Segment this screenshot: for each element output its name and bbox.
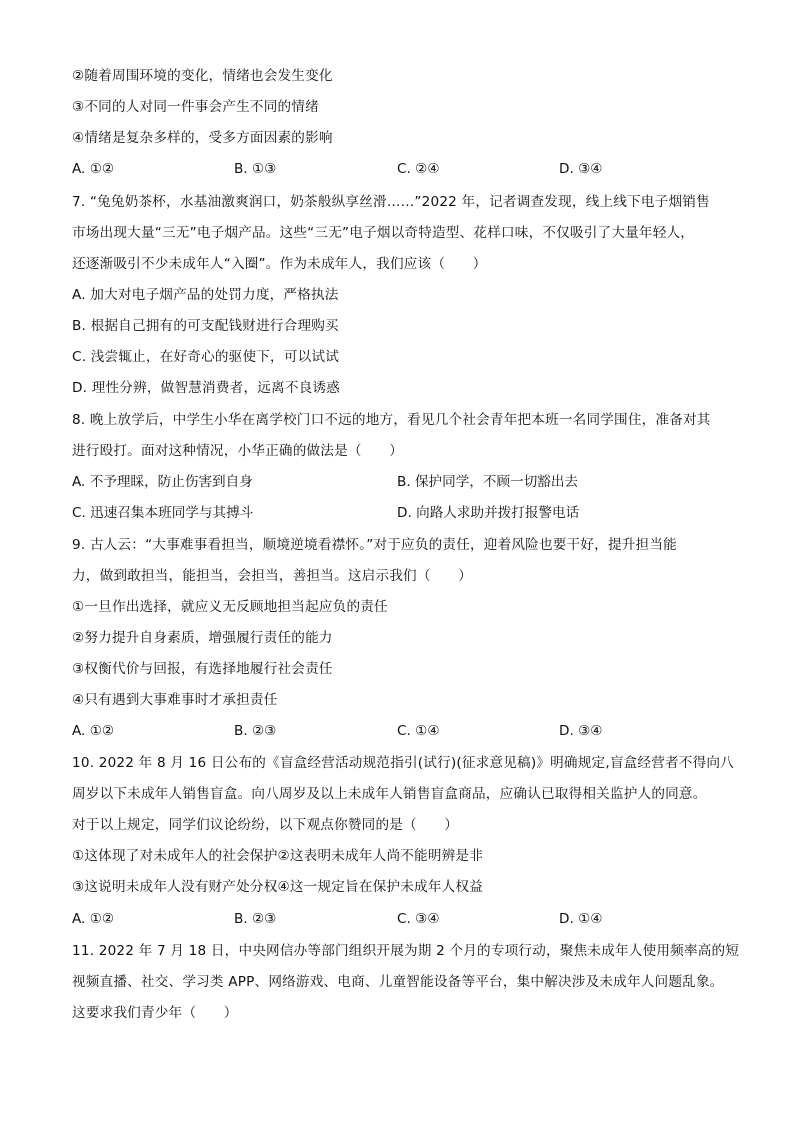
q10-item-row-1: ①这体现了对未成年人的社会保护②这表明未成年人尚不能明辨是非 — [72, 848, 483, 864]
q8-options-row-1 — [72, 473, 732, 491]
q6-option-a: A. ①② — [72, 161, 115, 177]
q8-options-row-2 — [72, 504, 732, 522]
q10-item-row-2: ③这说明未成年人没有财产处分权④这一规定旨在保护未成年人权益 — [72, 879, 483, 895]
q8-option-a: A. 不予理睬，防止伤害到自身 — [72, 474, 253, 490]
q10-stem-line-2: 周岁以下未成年人销售盲盒。向八周岁及以上未成年人销售盲盒商品，应确认已取得相关监护人的同意。 — [72, 786, 707, 802]
q11-stem-line-1: 11. 2022 年 7 月 18 日，中央网信办等部门组织开展为期 2 个月的专项行动，聚焦未成年人使用频率高的短 — [72, 943, 740, 959]
q8-stem-line-2: 进行殴打。面对这种情况，小华正确的做法是（ ） — [72, 443, 404, 459]
q10-option-b: B. ②③ — [234, 911, 277, 927]
q9-item-1: ①一旦作出选择，就应义无反顾地担当起应负的责任 — [72, 599, 388, 615]
q8-option-b: B. 保护同学，不顾一切豁出去 — [397, 474, 579, 490]
q6-options — [72, 160, 732, 178]
q7-stem-line-3: 还逐渐吸引不少未成年人“入圈”。作为未成年人，我们应该（ ） — [72, 256, 487, 272]
q9-option-a: A. ①② — [72, 723, 115, 739]
q6-option-b: B. ①③ — [234, 161, 277, 177]
q6-option-c: C. ②④ — [397, 161, 440, 177]
q9-item-3: ③权衡代价与回报，有选择地履行社会责任 — [72, 661, 333, 677]
q9-stem-line-2: 力，做到敢担当，能担当，会担当，善担当。这启示我们（ ） — [72, 568, 473, 584]
q9-options — [72, 722, 732, 740]
q10-stem-line-1: 10. 2022 年 8 月 16 日公布的《盲盒经营活动规范指引(试行)(征求意见稿)》明确规定,盲盒经营者不得向八 — [72, 755, 734, 771]
q10-option-a: A. ①② — [72, 911, 115, 927]
q7-option-a: A. 加大对电子烟产品的处罚力度，严格执法 — [72, 287, 339, 303]
q6-item-4: ④情绪是复杂多样的，受多方面因素的影响 — [72, 130, 333, 146]
q7-option-b: B. 根据自己拥有的可支配钱财进行合理购买 — [72, 318, 339, 334]
q6-option-d: D. ③④ — [559, 161, 603, 177]
q10-options — [72, 910, 732, 928]
q8-stem-line-1: 8. 晚上放学后，中学生小华在离学校门口不远的地方，看见几个社会青年把本班一名同学围住，准备对其 — [72, 412, 711, 428]
q6-item-2: ②随着周围环境的变化，情绪也会发生变化 — [72, 68, 333, 84]
q9-item-4: ④只有遇到大事难事时才承担责任 — [72, 692, 278, 708]
q10-stem-line-3: 对于以上规定，同学们议论纷纷，以下观点你赞同的是（ ） — [72, 817, 459, 833]
q9-stem-line-1: 9. 古人云：“大事难事看担当，顺境逆境看襟怀。”对于应负的责任，迎着风险也要干好，提升担当能 — [72, 537, 677, 553]
q9-option-c: C. ①④ — [397, 723, 440, 739]
q9-item-2: ②努力提升自身素质，增强履行责任的能力 — [72, 630, 333, 646]
q11-stem-line-3: 这要求我们青少年（ ） — [72, 1005, 238, 1021]
q8-option-c: C. 迅速召集本班同学与其搏斗 — [72, 505, 254, 521]
q6-item-3: ③不同的人对同一件事会产生不同的情绪 — [72, 99, 319, 115]
q9-option-b: B. ②③ — [234, 723, 277, 739]
q10-option-c: C. ③④ — [397, 911, 440, 927]
q8-option-d: D. 向路人求助并拨打报警电话 — [397, 505, 580, 521]
q9-option-d: D. ③④ — [559, 723, 603, 739]
q7-stem-line-2: 市场出现大量“三无”电子烟产品。这些“三无”电子烟以奇特造型、花样口味，不仅吸引了大量年轻人， — [72, 225, 695, 241]
q7-option-d: D. 理性分辨，做智慧消费者，远离不良诱惑 — [72, 380, 340, 396]
q10-option-d: D. ①④ — [559, 911, 603, 927]
q7-stem-line-1: 7. “兔兔奶茶杯，水基油激爽润口，奶茶般纵享丝滑……”2022 年，记者调查发现，线上线下电子烟销售 — [72, 194, 710, 210]
q11-stem-line-2: 视频直播、社交、学习类 APP、网络游戏、电商、儿童智能设备等平台，集中解决涉及未成年人问题乱象。 — [72, 974, 724, 990]
q7-option-c: C. 浅尝辄止，在好奇心的驱使下，可以试试 — [72, 349, 340, 365]
